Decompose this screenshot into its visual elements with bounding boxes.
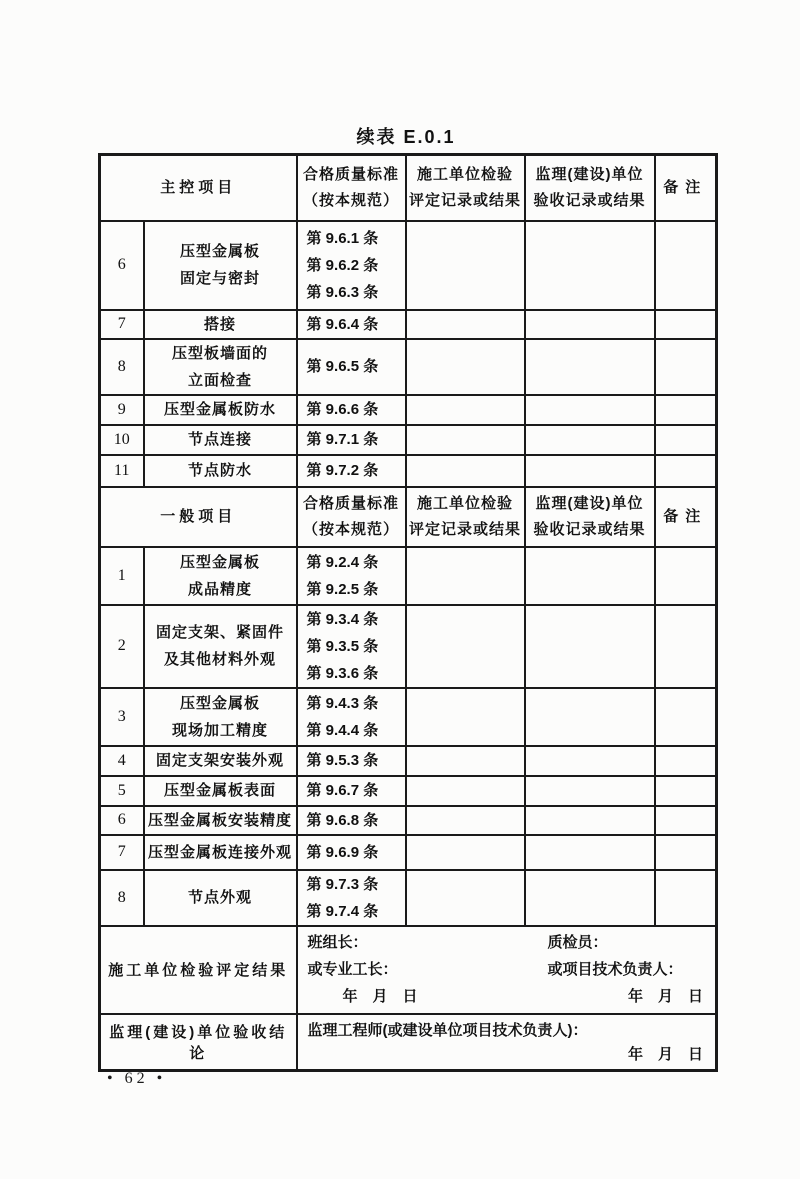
remark-header-cell xyxy=(655,155,717,221)
item-line: 立面检查 xyxy=(188,371,253,389)
team-leader-label: 班组长： xyxy=(307,933,368,951)
supervision-record-cell xyxy=(525,835,655,870)
header-line: （按本规范） xyxy=(303,191,400,209)
clause-cell xyxy=(297,339,406,395)
row-number-cell: 8 xyxy=(100,339,144,395)
inspection-record-cell xyxy=(406,310,525,339)
header-line: 验收记录或结果 xyxy=(533,191,646,209)
clause-cell xyxy=(297,221,406,310)
clause-cell xyxy=(297,605,406,688)
supervision-record-cell xyxy=(525,746,655,776)
clause-cell xyxy=(297,395,406,425)
supervision-record-cell xyxy=(525,547,655,605)
header-line: 合格质量标准 xyxy=(303,494,400,512)
clause-line: 第 9.6.6 条 xyxy=(306,401,379,418)
table-row xyxy=(100,746,717,776)
row-number-cell: 6 xyxy=(100,806,144,835)
inspection-record-cell xyxy=(406,688,525,746)
item-line: 固定与密封 xyxy=(180,270,261,287)
supervision-record-cell xyxy=(525,310,655,339)
row-number-cell: 1 xyxy=(100,547,144,605)
date-field: 年 月 日 xyxy=(342,987,418,1005)
item-line: 固定支架安装外观 xyxy=(156,752,285,769)
item-line: 压型金属板防水 xyxy=(164,401,277,418)
remark-cell xyxy=(655,547,717,605)
row-number-cell: 6 xyxy=(100,221,144,310)
clause-line: 第 9.2.5 条 xyxy=(306,580,379,598)
item-line: 成品精度 xyxy=(188,580,253,598)
evaluation-signature-cell xyxy=(297,926,717,1014)
inspection-header-cell xyxy=(406,487,525,547)
evaluation-label: 施工单位检验评定结果 xyxy=(108,962,289,979)
date-field: 年 月 日 xyxy=(628,1045,704,1063)
supervision-record-cell xyxy=(525,776,655,806)
supervision-record-cell xyxy=(525,395,655,425)
inspection-record-cell xyxy=(406,547,525,605)
supervision-record-cell xyxy=(525,455,655,487)
clause-line: 第 9.6.7 条 xyxy=(306,782,379,799)
item-cell xyxy=(144,688,297,746)
row-number-cell: 5 xyxy=(100,776,144,806)
table-row xyxy=(100,605,717,688)
inspection-header-cell xyxy=(406,155,525,221)
item-line: 固定支架、紧固件 xyxy=(156,624,285,641)
row-number-cell: 3 xyxy=(100,688,144,746)
inspection-record-cell xyxy=(406,776,525,806)
section-header-row xyxy=(100,487,717,547)
item-cell xyxy=(144,455,297,487)
item-line: 压型金属板 xyxy=(180,694,261,712)
remark-header-cell xyxy=(655,487,717,547)
row-number-cell: 9 xyxy=(100,395,144,425)
row-number-cell: 10 xyxy=(100,425,144,455)
item-cell xyxy=(144,746,297,776)
clause-line: 第 9.3.4 条 xyxy=(306,610,379,628)
item-line: 及其他材料外观 xyxy=(164,651,277,668)
group-label-cell xyxy=(100,155,297,221)
page-number: • 62 • xyxy=(107,1070,167,1087)
header-line: 施工单位检验 xyxy=(417,165,514,183)
item-cell xyxy=(144,605,297,688)
clause-cell xyxy=(297,776,406,806)
table-row xyxy=(100,806,717,835)
item-line: 节点连接 xyxy=(188,431,253,448)
remark-cell xyxy=(655,221,717,310)
clause-cell xyxy=(297,835,406,870)
row-number-cell: 8 xyxy=(100,870,144,926)
item-line: 压型板墙面的 xyxy=(172,344,269,362)
clause-cell xyxy=(297,806,406,835)
clause-cell xyxy=(297,310,406,339)
row-number-cell: 11 xyxy=(100,455,144,487)
row-number-cell: 4 xyxy=(100,746,144,776)
row-number-cell: 7 xyxy=(100,835,144,870)
evaluation-label-cell xyxy=(100,926,297,1014)
conclusion-label-cell xyxy=(100,1014,297,1071)
inspection-record-cell xyxy=(406,395,525,425)
item-cell xyxy=(144,221,297,310)
supervision-record-cell xyxy=(525,221,655,310)
table-row xyxy=(100,776,717,806)
remark-cell xyxy=(655,455,717,487)
clause-cell xyxy=(297,870,406,926)
date-field: 年 月 日 xyxy=(628,987,704,1005)
group-label: 一般项目 xyxy=(160,507,237,525)
supervision-record-cell xyxy=(525,870,655,926)
inspection-record-cell xyxy=(406,221,525,310)
inspection-record-table xyxy=(98,153,718,1072)
item-cell xyxy=(144,776,297,806)
remark-cell xyxy=(655,835,717,870)
header-line: （按本规范） xyxy=(303,520,400,538)
quality-inspector-label: 质检员： xyxy=(547,933,608,951)
remark-cell xyxy=(655,870,717,926)
item-cell xyxy=(144,425,297,455)
clause-cell xyxy=(297,455,406,487)
tech-director-label: 或项目技术负责人： xyxy=(547,960,683,978)
inspection-record-cell xyxy=(406,455,525,487)
remark-cell xyxy=(655,339,717,395)
standard-header-cell xyxy=(297,155,406,221)
conclusion-signature-cell xyxy=(297,1014,717,1071)
item-cell xyxy=(144,395,297,425)
clause-line: 第 9.6.8 条 xyxy=(306,811,379,829)
item-cell xyxy=(144,310,297,339)
inspection-record-cell xyxy=(406,339,525,395)
table-row xyxy=(100,547,717,605)
item-cell xyxy=(144,806,297,835)
table-row xyxy=(100,835,717,870)
clause-line: 第 9.3.5 条 xyxy=(306,637,379,655)
evaluation-result-row xyxy=(100,926,717,1014)
item-line: 搭接 xyxy=(204,315,237,333)
supervision-record-cell xyxy=(525,806,655,835)
supervision-record-cell xyxy=(525,605,655,688)
conclusion-label: 监理(建设)单位验收结论 xyxy=(109,1023,288,1062)
page-title: 续表 E.0.1 xyxy=(356,127,456,147)
table-row xyxy=(100,870,717,926)
header-line: 验收记录或结果 xyxy=(533,520,646,538)
inspection-record-cell xyxy=(406,806,525,835)
item-line: 压型金属板表面 xyxy=(164,782,277,799)
standard-header-cell xyxy=(297,487,406,547)
remark-cell xyxy=(655,395,717,425)
remark-cell xyxy=(655,425,717,455)
clause-line: 第 9.6.3 条 xyxy=(306,283,379,301)
group-label-cell xyxy=(100,487,297,547)
item-line: 压型金属板 xyxy=(180,553,261,571)
clause-cell xyxy=(297,547,406,605)
clause-line: 第 9.6.1 条 xyxy=(306,229,379,247)
remark-cell xyxy=(655,746,717,776)
clause-line: 第 9.6.2 条 xyxy=(306,256,379,274)
item-line: 压型金属板连接外观 xyxy=(148,843,293,861)
table-row xyxy=(100,455,717,487)
table-row xyxy=(100,425,717,455)
inspection-record-cell xyxy=(406,835,525,870)
clause-line: 第 9.4.3 条 xyxy=(306,694,379,712)
item-line: 压型金属板 xyxy=(180,243,261,260)
clause-line: 第 9.7.2 条 xyxy=(306,462,379,479)
table-row xyxy=(100,339,717,395)
supervision-conclusion-row xyxy=(100,1014,717,1071)
remark-cell xyxy=(655,310,717,339)
item-cell xyxy=(144,835,297,870)
clause-line: 第 9.6.4 条 xyxy=(306,315,379,333)
row-number-cell: 7 xyxy=(100,310,144,339)
clause-line: 第 9.6.5 条 xyxy=(306,358,379,375)
section-header-row xyxy=(100,155,717,221)
supervising-engineer-label: 监理工程师(或建设单位项目技术负责人)： xyxy=(307,1021,588,1039)
header-line: 监理(建设)单位 xyxy=(535,494,644,512)
remark-cell xyxy=(655,776,717,806)
header-line: 评定记录或结果 xyxy=(409,191,522,209)
header-line: 施工单位检验 xyxy=(417,494,514,512)
clause-cell xyxy=(297,688,406,746)
remark-header: 备注 xyxy=(663,507,708,525)
supervision-header-cell xyxy=(525,155,655,221)
item-cell xyxy=(144,339,297,395)
row-number-cell: 2 xyxy=(100,605,144,688)
foreman-label: 或专业工长： xyxy=(307,960,398,978)
item-line: 现场加工精度 xyxy=(172,721,269,739)
table-row xyxy=(100,221,717,310)
table-row xyxy=(100,395,717,425)
supervision-header-cell xyxy=(525,487,655,547)
remark-cell xyxy=(655,806,717,835)
item-cell xyxy=(144,547,297,605)
item-line: 压型金属板安装精度 xyxy=(148,811,293,829)
item-line: 节点防水 xyxy=(188,462,253,479)
supervision-record-cell xyxy=(525,339,655,395)
inspection-record-cell xyxy=(406,746,525,776)
group-label: 主控项目 xyxy=(160,178,237,196)
inspection-record-cell xyxy=(406,605,525,688)
clause-line: 第 9.7.3 条 xyxy=(306,875,379,893)
remark-cell xyxy=(655,688,717,746)
clause-cell xyxy=(297,425,406,455)
supervision-record-cell xyxy=(525,688,655,746)
inspection-record-cell xyxy=(406,425,525,455)
header-line: 合格质量标准 xyxy=(303,165,400,183)
clause-line: 第 9.2.4 条 xyxy=(306,553,379,571)
table-row xyxy=(100,310,717,339)
clause-line: 第 9.4.4 条 xyxy=(306,721,379,739)
header-line: 评定记录或结果 xyxy=(409,520,522,538)
clause-line: 第 9.3.6 条 xyxy=(306,664,379,682)
inspection-record-cell xyxy=(406,870,525,926)
remark-cell xyxy=(655,605,717,688)
clause-line: 第 9.6.9 条 xyxy=(306,843,379,861)
item-line: 节点外观 xyxy=(188,889,253,906)
clause-line: 第 9.7.1 条 xyxy=(306,431,379,448)
table-row xyxy=(100,688,717,746)
clause-line: 第 9.5.3 条 xyxy=(306,752,379,769)
clause-cell xyxy=(297,746,406,776)
item-cell xyxy=(144,870,297,926)
header-line: 监理(建设)单位 xyxy=(535,165,644,183)
supervision-record-cell xyxy=(525,425,655,455)
clause-line: 第 9.7.4 条 xyxy=(306,902,379,920)
remark-header: 备注 xyxy=(663,178,708,196)
